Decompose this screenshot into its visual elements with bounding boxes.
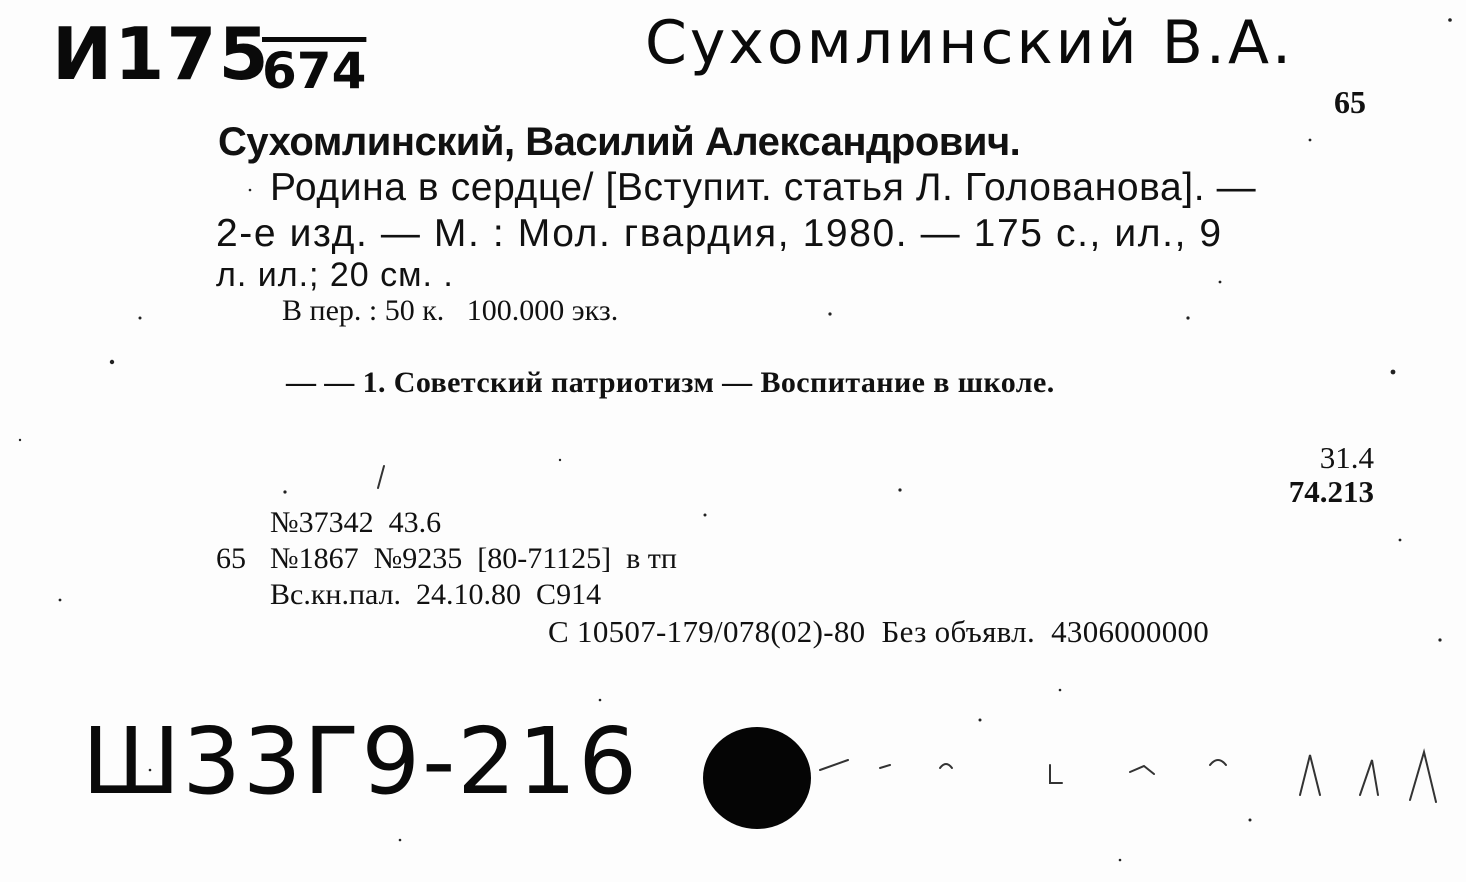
heading-author: Сухомлинский, Василий Александрович. — [218, 120, 1021, 164]
handwritten-shelfmark: Ш33Г9-216 — [82, 708, 639, 815]
price-line: В пер. : 50 к. 100.000 экз. — [282, 294, 619, 327]
card-number-top: 65 — [1334, 84, 1366, 120]
subject-heading: — — 1. Советский патриотизм — Воспитание в школе. — [286, 366, 1055, 399]
imprint-prefix: 65 — [216, 542, 246, 575]
imprint-line-4: С 10507-179/078(02)-80 Без объявл. 4306000000 — [548, 614, 1210, 649]
handwritten-code-top: И175 — [52, 12, 271, 96]
imprint-line-1: №37342 43.6 — [270, 506, 442, 539]
description-line-1: Родина в сердце/ [Вступит. статья Л. Голованова]. — — [270, 166, 1257, 209]
description-line-3: л. ил.; 20 см. . — [216, 256, 454, 294]
description-line-2: 2-е изд. — М. : Мол. гвардия, 1980. — 175 с., ил., 9 — [216, 212, 1223, 255]
imprint-line-2: №1867 №9235 [80-71125] в тп — [270, 542, 677, 575]
classification-1: 31.4 — [1319, 440, 1374, 475]
imprint-line-3: Вс.кн.пал. 24.10.80 С914 — [270, 578, 602, 611]
ink-blot — [703, 727, 811, 829]
handwritten-author: Сухомлинский В.А. — [645, 8, 1295, 78]
classification-2: 74.213 — [1288, 474, 1374, 509]
handwritten-code-top-sub: 674 — [262, 42, 367, 100]
